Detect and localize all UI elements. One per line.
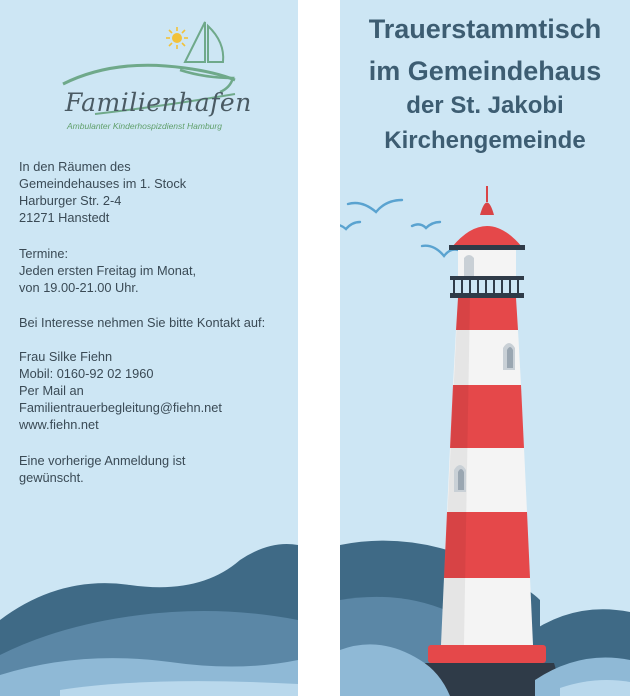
title-line-2: im Gemeindehaus bbox=[368, 56, 602, 86]
waves-left-illustration bbox=[0, 0, 298, 696]
title-line-1: Trauerstammtisch bbox=[368, 14, 602, 44]
contact-email[interactable]: Familientrauerbegleitung@fiehn.net bbox=[19, 400, 222, 415]
fold-gap bbox=[298, 0, 340, 696]
dates-line: Jeden ersten Freitag im Monat, bbox=[19, 263, 197, 278]
left-panel bbox=[0, 0, 298, 696]
title-line-4: Kirchengemeinde bbox=[384, 127, 586, 154]
address-line: Harburger Str. 2-4 bbox=[19, 193, 122, 208]
contact-mail-label: Per Mail an bbox=[19, 383, 84, 398]
address-line: 21271 Hanstedt bbox=[19, 210, 110, 225]
note-line: Eine vorherige Anmeldung ist bbox=[19, 453, 186, 468]
contact-intro-text: Bei Interesse nehmen Sie bitte Kontakt auf: bbox=[19, 315, 266, 330]
address-line: In den Räumen des bbox=[19, 159, 131, 174]
note-line: gewünscht. bbox=[19, 470, 84, 485]
logo-name: Familienhafen bbox=[65, 88, 252, 117]
contact-website[interactable]: www.fiehn.net bbox=[19, 417, 99, 432]
address-line: Gemeindehauses im 1. Stock bbox=[19, 176, 187, 191]
logo-subtitle: Ambulanter Kinderhospizdienst Hamburg bbox=[67, 121, 222, 131]
dates-label: Termine: bbox=[19, 246, 69, 261]
contact-name: Frau Silke Fiehn bbox=[19, 349, 113, 364]
title-line-3: der St. Jakobi bbox=[406, 92, 564, 119]
seagull-icon bbox=[340, 200, 458, 256]
right-panel bbox=[340, 0, 630, 696]
dates-line: von 19.00-21.00 Uhr. bbox=[19, 280, 139, 295]
contact-phone: Mobil: 0160-92 02 1960 bbox=[19, 366, 154, 381]
